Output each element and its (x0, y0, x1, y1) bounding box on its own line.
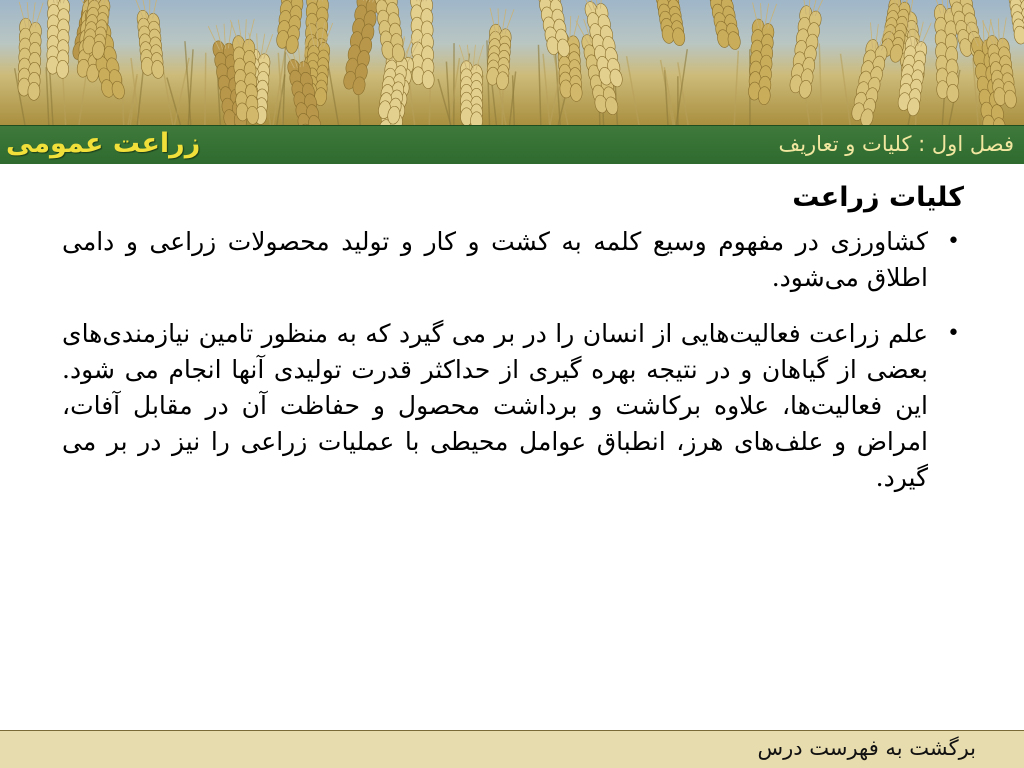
section-heading: کلیات زراعت (792, 182, 964, 213)
bullet-marker: • (947, 229, 960, 254)
back-to-index-link[interactable]: برگشت به فهرست درس (757, 736, 976, 760)
subject-title: زراعت عمومی (6, 128, 201, 159)
title-bar (0, 125, 1024, 164)
wheat-illustration (0, 0, 1024, 125)
bullet-marker: • (947, 321, 960, 346)
bullet-item (62, 316, 964, 496)
footer-bar (0, 730, 1024, 768)
wheat-banner-image (0, 0, 1024, 125)
chapter-title: فصل اول : کلیات و تعاریف (778, 132, 1014, 156)
bullet-text: کشاورزی در مفهوم وسیع کلمه به کشت و کار و تولید محصولات زراعی و دامی اطلاق می‌شود. (62, 227, 928, 292)
bullet-text: علم زراعت فعالیت‌هایی از انسان را در بر می گیرد که به منظور تامین نیازمندی‌های بعضی از گیاهان و در نتیجه بهره گیری از حداکثر قدرت تولیدی آنها انجام می شود. این فعالیت‌ها، علاوه برکاشت و برداشت محصول و حفاظت آن در مقابل آفات، امراض و علف‌های هرز، انطباق عوامل محیطی با عملیات زراعی را نیز در بر می گیرد. (62, 319, 928, 492)
slide-content (62, 178, 964, 516)
bullet-item (62, 224, 964, 296)
bullet-list (62, 224, 964, 496)
